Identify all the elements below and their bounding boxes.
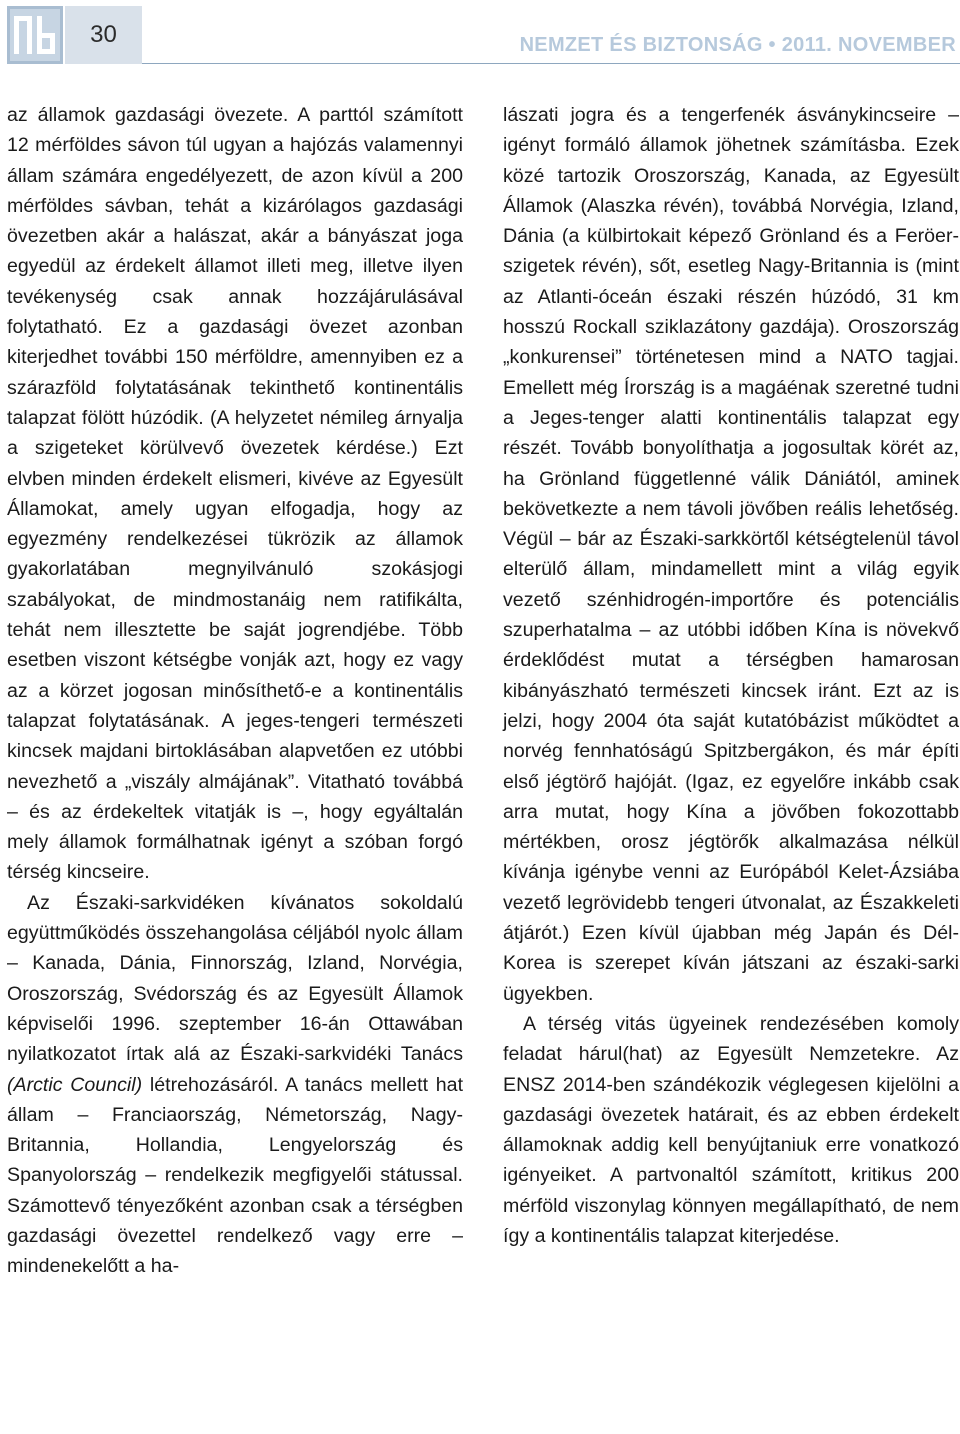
right-column <box>503 100 959 1251</box>
paragraph-text: Az Északi-sarkvidéken kívánatos sokoldalú együttműködés összehangolása céljából nyolc állam – Kanada, Dánia, Finnország, Izland, Norvégia, Oroszország, Svédország és az Egyesült Államok képviselői 1996. szeptember 16-án Ottawában nyilatkozatot írtak alá az Északi-sarkvidéki Tanács <box>7 891 463 1066</box>
page-number-tab <box>65 6 142 64</box>
running-head <box>520 34 956 57</box>
magazine-logo <box>7 6 63 64</box>
italic-term: (Arctic Council) <box>7 1073 143 1096</box>
page-number: 30 <box>90 21 117 48</box>
paragraph: az államok gazdasági övezete. A parttól számított 12 mérföldes sávon túl ugyan a hajózás valamennyi állam számára engedélyezett, de azon kívül a 200 mérföldes sávban, tehát a kizárólagos gazdasági övezetben akár a halászat, akár a bányászat joga egyedül az érdekelt államot illeti meg, illetve ilyen tevékenység csak annak hozzájárulásával folytatható. Ez a gazdasági övezet azonban kiterjedhet további 150 mérföldre, amennyiben ez a szárazföld folytatásának tekinthető kontinentális talapzat fölött húzódik. (A helyzetet némileg árnyalja a szigeteket körülvevő övezetek kérdése.) Ezt elvben minden érdekelt elismeri, kivéve az Egyesült Államokat, amely ugyan elfogadja, hogy az egyezmény rendelkezései tükrözik az államok gyakorlatában megnyilvánuló szokásjogi szabályokat, de mindmostanáig nem ratifikálta, tehát nem illesztette be saját jogrendjébe. Több esetben viszont kétségbe vonják azt, hogy ez vagy az a körzet jogosan minősíthető-e a kontinentális talapzat folytatásának. A jeges-tengeri természeti kincsek majdani birtoklásában alapvetően ez utóbbi nevezhető a „viszály almájának”. Vitatható továbbá – és az érdekeltek vitatják is –, hogy egyáltalán mely államok formálhatnak igényt a szóban forgó térség kincseire. <box>7 104 463 884</box>
issue-date: 2011. NOVEMBER <box>781 34 956 56</box>
logo-icon <box>7 6 63 64</box>
header-rule <box>142 63 960 64</box>
paragraph <box>7 888 463 1282</box>
paragraph: lászati jogra és a tengerfenék ásványkincseire – igényt formáló államok jöhetnek számításba. Ezek közé tartozik Oroszország, Kanada, az Egyesült Államok (Alaszka révén), továbbá Norvégia, Izland, Dánia (a külbirtokait képező Grönland és a Feröer-szigetek révén), sőt, esetleg Nagy-Britannia is (mint az Atlanti-óceán északi részén húzódó, 31 km hosszú Rockall sziklazátony gazdája). Oroszország „konkurensei” történetesen mind a NATO tagjai. Emellett még Írország is a magáénak szeretné tudni a Jeges-tenger alatti kontinentális talapzat egy részét. Tovább bonyolíthatja a jogosultak körét az, ha Grönland függetlenné válik Dániától, aminek bekövetkezte a nem távoli jövőben reális lehetőség. Végül – bár az Északi-sarkkörtől kétségtelenül távol elterülő állam, mindamellett mint a világ egyik vezető szénhidrogén-importőre és potenciális szuperhatalma – az utóbbi időben Kína is növekvő érdeklődést mutat a térségben hamarosan kibányászható természeti kincsek iránt. Ezt az is jelzi, hogy 2004 óta saját kutatóbázist működtet a norvég fennhatóságú Spitzbergákon, és már építi első jégtörő hajóját. (Igaz, ez egyelőre inkább csak arra mutat, hogy Kína a jövőben fokozottabb mértékben, orosz jégtörők alkalmazása nélkül kívánja igénybe venni az Európából Kelet-Ázsiába vezető legrövidebb tengeri útvonalat, az Északkeleti átjárót.) Ezen kívül újabban még Japán és Dél-Korea is szerepet kíván játszani az északi-sarki ügyekben. <box>503 104 959 1005</box>
bullet-separator: • <box>768 34 776 56</box>
paragraph-text: létrehozásáról. A tanács mellett hat állam – Franciaország, Németország, Nagy-Britannia, Hollandia, Lengyelország és Spanyolország – rendelkezik megfigyelői státussal. Számottevő tényezőként azonban csak a térségben gazdasági övezettel rendelkező vagy erre – mindenekelőtt a ha- <box>7 1073 464 1278</box>
left-column <box>7 100 463 1282</box>
paragraph: A térség vitás ügyeinek rendezésében komoly feladat hárul(hat) az Egyesült Nemzetekre. Az ENSZ 2014-ben szándékozik véglegesen kijelölni a gazdasági övezetek határait, és az ebben érdekelt államoknak addig kell benyújtaniuk erre vonatkozó igényeiket. A partvonaltól számított, kritikus 200 mérföld viszonylag könnyen megállapítható, de nem így a kontinentális talapzat kiterjedése. <box>503 1012 959 1247</box>
publication-title: NEMZET ÉS BIZTONSÁG <box>519 34 763 56</box>
